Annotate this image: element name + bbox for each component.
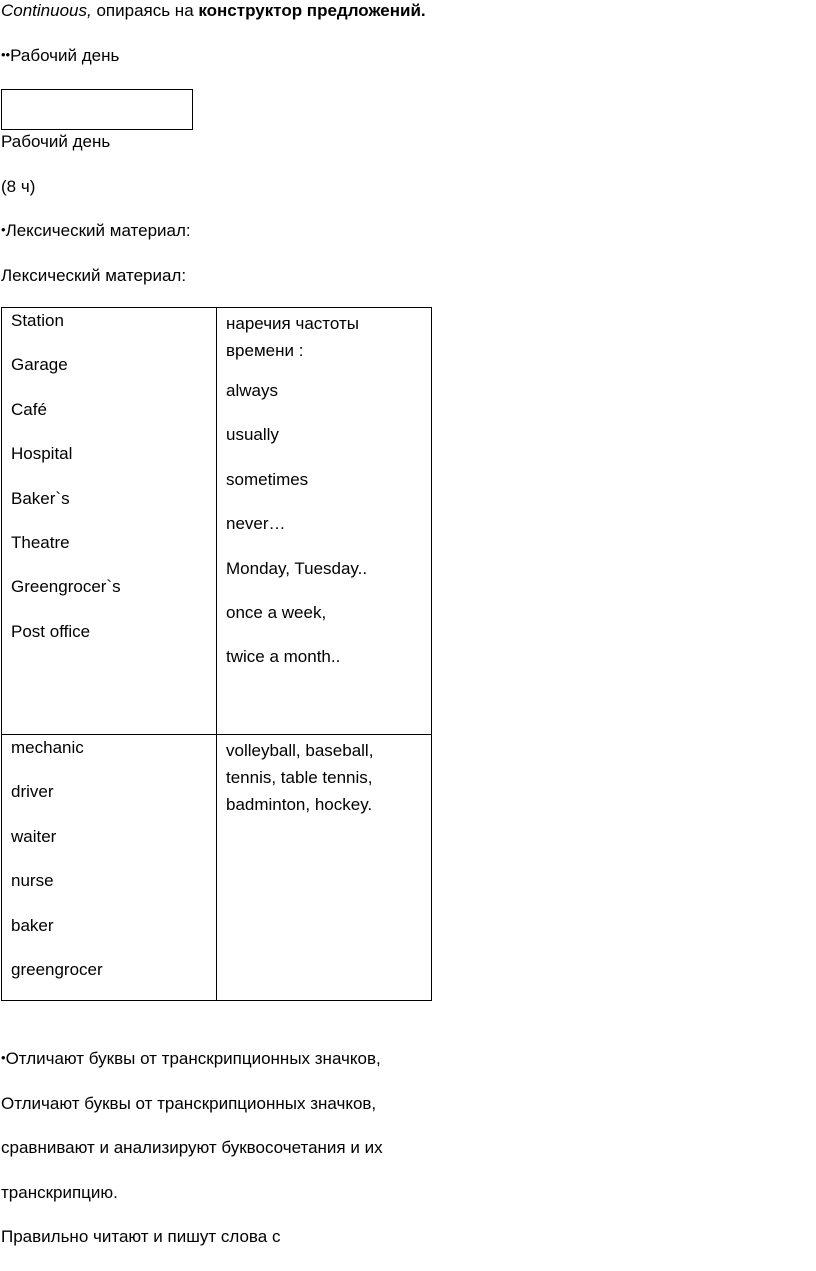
list-item: Greengrocer`s	[11, 577, 121, 597]
list-item: mechanic	[11, 738, 84, 757]
list-item: never…	[226, 514, 286, 534]
empty-text-box	[1, 89, 193, 130]
footer-line-3: сравнивают и анализируют буквосочетания и их	[1, 1138, 383, 1157]
vocabulary-table	[1, 307, 432, 1001]
frequency-cell	[217, 308, 432, 735]
work-day-title-repeat: Рабочий день	[1, 132, 111, 151]
work-day-bullet-line	[1, 45, 119, 68]
list-item: Station	[11, 311, 64, 330]
header-italic: Continuous,	[1, 1, 92, 20]
list-item: always	[226, 381, 278, 400]
footer-bullet-line	[1, 1048, 381, 1071]
list-item: nurse	[11, 871, 54, 891]
list-item: driver	[11, 782, 54, 802]
list-item: Baker`s	[11, 488, 70, 508]
work-day-hours: (8 ч)	[1, 177, 36, 196]
list-item: Monday, Tuesday..	[226, 558, 368, 578]
list-item: Post office	[11, 621, 91, 641]
bullet-icon: •	[1, 222, 6, 237]
sports-cell	[217, 735, 432, 1001]
list-item: Hospital	[11, 444, 73, 464]
list-item: twice a month..	[226, 647, 341, 667]
list-item: usually	[226, 425, 279, 445]
footer-line-4: транскрипцию.	[1, 1183, 118, 1202]
professions-cell	[2, 735, 217, 1001]
footer-line-1: Отличают буквы от транскрипционных значков,	[5, 1049, 381, 1068]
double-bullet-icon: ••	[1, 47, 11, 62]
footer-line-2: Отличают буквы от транскрипционных значков,	[1, 1094, 377, 1113]
list-item: baker	[11, 915, 54, 935]
list-item: greengrocer	[11, 959, 103, 979]
list-item: sometimes	[226, 469, 309, 489]
table-row	[2, 308, 432, 735]
lexical-title-repeat: Лексический материал:	[1, 266, 187, 285]
list-item: Café	[11, 399, 47, 419]
sports-list: volleyball, baseball, tennis, table tennis, badminton, hockey.	[226, 741, 374, 814]
frequency-heading: наречия частоты времени :	[226, 314, 359, 360]
header-bold: конструктор предложений.	[198, 1, 426, 20]
places-cell	[2, 308, 217, 735]
work-day-title: Рабочий день	[10, 46, 120, 65]
lexical-bullet-line	[1, 220, 191, 243]
table-row	[2, 735, 432, 1001]
header-line	[1, 0, 426, 22]
list-item: Garage	[11, 355, 68, 375]
footer-line-5: Правильно читают и пишут слова с	[1, 1227, 281, 1246]
list-item: once a week,	[226, 602, 327, 622]
list-item: waiter	[11, 826, 57, 846]
header-middle: опираясь на	[91, 1, 199, 20]
bullet-icon: •	[1, 1050, 6, 1065]
lexical-title: Лексический материал:	[5, 221, 191, 240]
list-item: Theatre	[11, 532, 70, 552]
